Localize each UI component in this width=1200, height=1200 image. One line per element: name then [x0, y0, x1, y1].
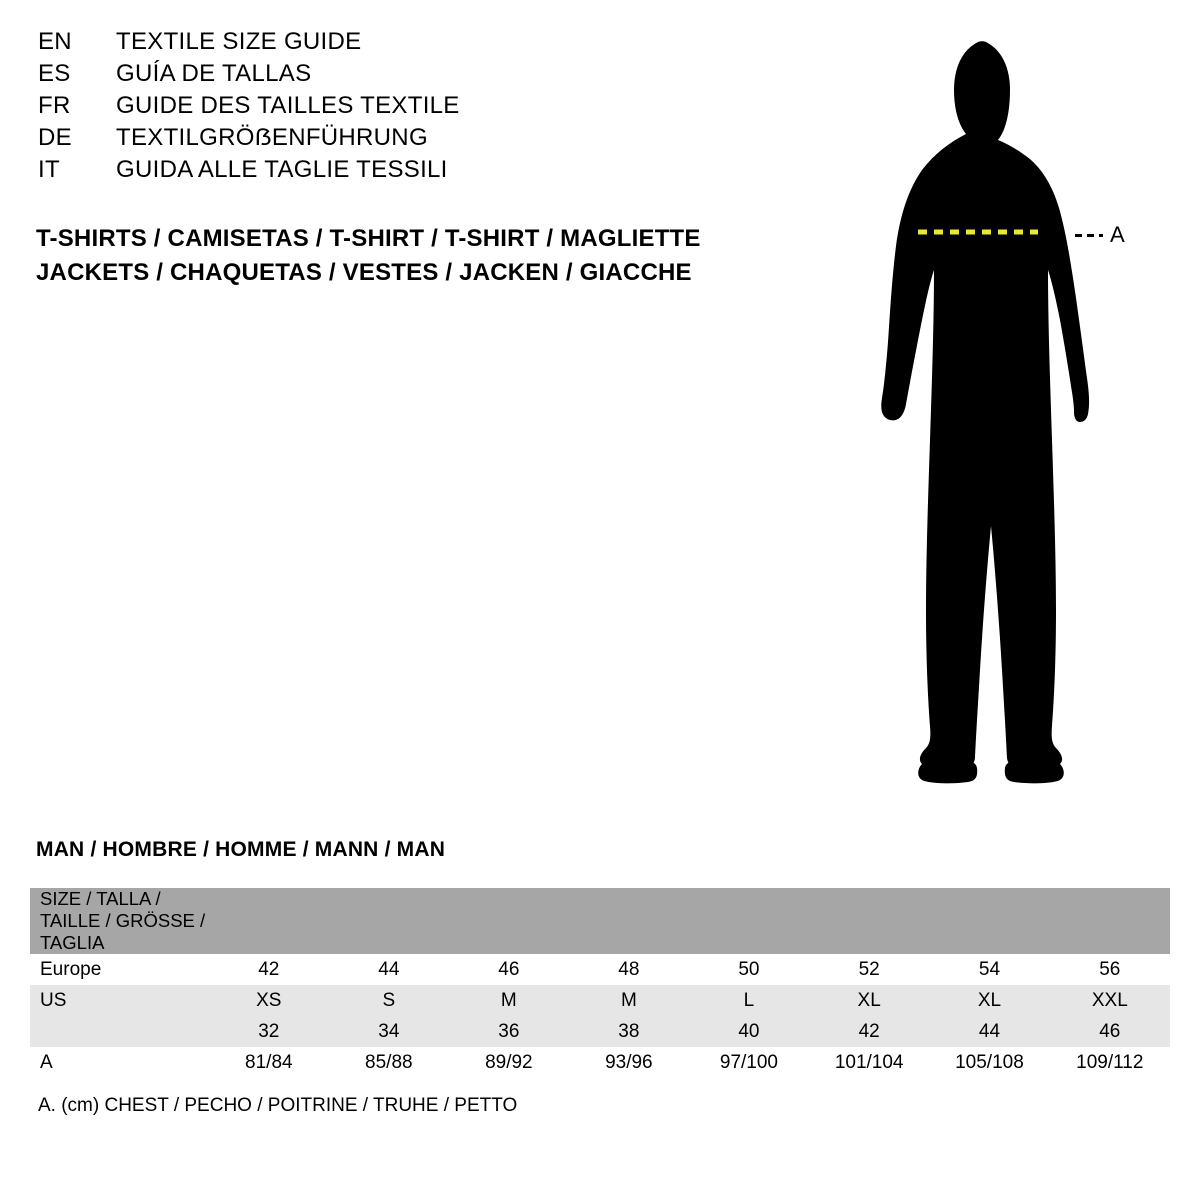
table-cell: 101/104 — [809, 1047, 929, 1078]
table-cell: 85/88 — [329, 1047, 449, 1078]
table-row — [30, 1016, 1170, 1047]
measure-leader-dashes — [1075, 234, 1103, 237]
language-code: FR — [38, 92, 71, 119]
table-cell: XS — [209, 985, 329, 1016]
table-row — [30, 954, 1170, 985]
language-title: GUIDE DES TAILLES TEXTILE — [116, 92, 460, 119]
size-table — [30, 888, 1170, 1078]
language-code: DE — [38, 124, 72, 151]
language-title: TEXTILE SIZE GUIDE — [116, 28, 362, 55]
table-cell: 54 — [929, 954, 1049, 985]
table-cell: 105/108 — [929, 1047, 1049, 1078]
language-row — [38, 28, 758, 60]
measurement-footnote: A. (cm) CHEST / PECHO / POITRINE / TRUHE / PETTO — [38, 1095, 518, 1116]
table-cell: 50 — [689, 954, 809, 985]
table-cell: M — [449, 985, 569, 1016]
table-header-spacer — [329, 888, 449, 954]
product-category-block — [36, 222, 836, 290]
table-cell: 44 — [329, 954, 449, 985]
language-header-block — [38, 28, 758, 188]
table-cell: 97/100 — [689, 1047, 809, 1078]
table-cell: 46 — [449, 954, 569, 985]
table-header-spacer — [449, 888, 569, 954]
table-row — [30, 1047, 1170, 1078]
table-cell: 89/92 — [449, 1047, 569, 1078]
language-title: TEXTILGRÖẞENFÜHRUNG — [116, 124, 428, 151]
table-cell: 56 — [1050, 954, 1170, 985]
language-code: ES — [38, 60, 71, 87]
row-label: Europe — [30, 954, 209, 985]
measure-label-a: A — [1110, 222, 1125, 247]
language-title: GUÍA DE TALLAS — [116, 60, 312, 87]
table-header-label: SIZE / TALLA / TAILLE / GRÖSSE / TAGLIA — [30, 888, 209, 954]
row-label: US — [30, 985, 209, 1016]
language-row — [38, 156, 758, 188]
table-cell: 93/96 — [569, 1047, 689, 1078]
silhouette-icon — [830, 20, 1180, 800]
product-category-line: JACKETS / CHAQUETAS / VESTES / JACKEN / GIACCHE — [36, 259, 692, 286]
table-header-spacer — [209, 888, 329, 954]
table-header-spacer — [1050, 888, 1170, 954]
product-category-line: T-SHIRTS / CAMISETAS / T-SHIRT / T-SHIRT / MAGLIETTE — [36, 225, 701, 252]
table-cell: 42 — [809, 1016, 929, 1047]
table-cell: S — [329, 985, 449, 1016]
language-title: GUIDA ALLE TAGLIE TESSILI — [116, 156, 448, 183]
table-cell: 36 — [449, 1016, 569, 1047]
table-cell: 46 — [1050, 1016, 1170, 1047]
language-row — [38, 124, 758, 156]
table-cell: 52 — [809, 954, 929, 985]
body-silhouette-figure — [830, 20, 1180, 800]
row-label: A — [30, 1047, 209, 1078]
table-header-spacer — [929, 888, 1049, 954]
table-header-spacer — [809, 888, 929, 954]
table-header-row — [30, 888, 1170, 954]
language-row — [38, 92, 758, 124]
table-cell: 38 — [569, 1016, 689, 1047]
table-cell: 40 — [689, 1016, 809, 1047]
table-row — [30, 985, 1170, 1016]
table-cell: 44 — [929, 1016, 1049, 1047]
table-cell: XL — [929, 985, 1049, 1016]
table-cell: 81/84 — [209, 1047, 329, 1078]
table-cell: 48 — [569, 954, 689, 985]
table-cell: XL — [809, 985, 929, 1016]
table-header-spacer — [689, 888, 809, 954]
table-header-spacer — [569, 888, 689, 954]
language-row — [38, 60, 758, 92]
row-label — [30, 1016, 209, 1047]
table-cell: XXL — [1050, 985, 1170, 1016]
table-cell: M — [569, 985, 689, 1016]
table-cell: 42 — [209, 954, 329, 985]
language-code: IT — [38, 156, 60, 183]
table-cell: L — [689, 985, 809, 1016]
table-cell: 32 — [209, 1016, 329, 1047]
table-section-title: MAN / HOMBRE / HOMME / MANN / MAN — [36, 838, 446, 861]
table-cell: 34 — [329, 1016, 449, 1047]
language-code: EN — [38, 28, 72, 55]
table-cell: 109/112 — [1050, 1047, 1170, 1078]
